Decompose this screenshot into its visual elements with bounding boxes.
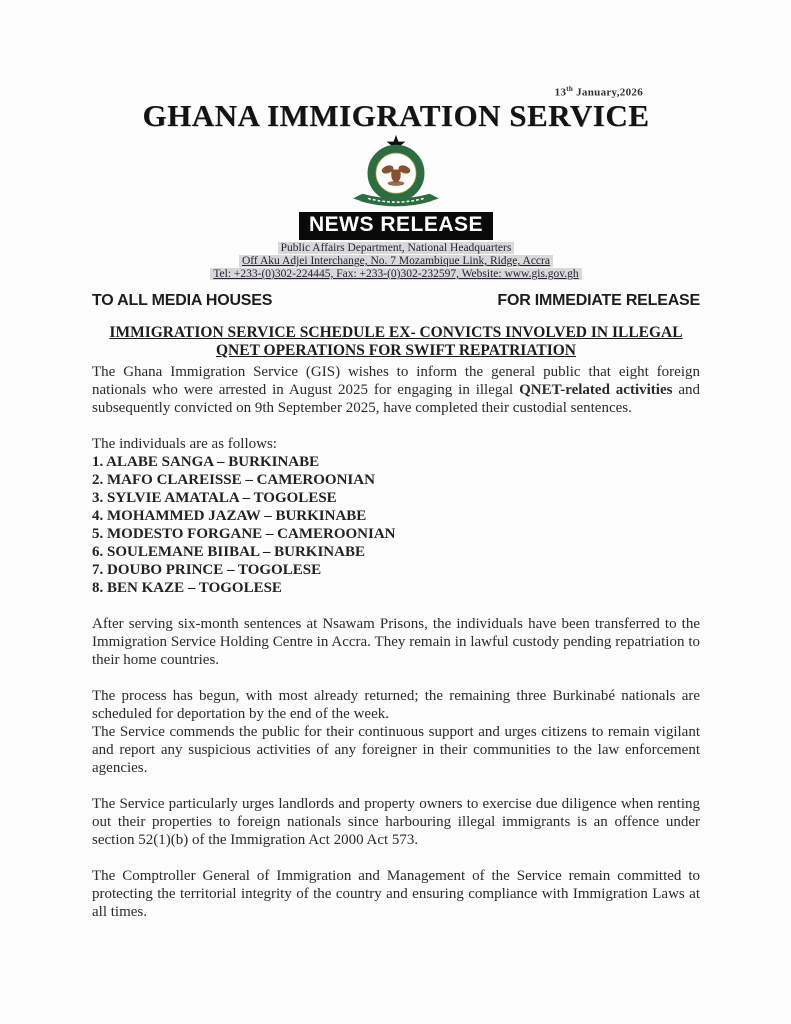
list-intro: The individuals are as follows: — [92, 436, 277, 453]
gis-crest-icon — [340, 134, 452, 218]
paragraph-process: The process has begun, with most already returned; the remaining three Burkinabé nationals are scheduled for deportation by the end of the week. — [92, 688, 700, 723]
crest-container — [92, 134, 700, 218]
to-media-houses-label: TO ALL MEDIA HOUSES — [92, 291, 273, 309]
list-item: 2. MAFO CLAREISSE – CAMEROONIAN — [92, 472, 375, 489]
paragraph-commend: The Service commends the public for their continuous support and urges citizens to remain vigilant and report any suspicious activities of any foreigner in their communities to the law enforcement agencies. — [92, 724, 700, 777]
paragraph-landlords: The Service particularly urges landlords and property owners to exercise due diligence when renting out their properties to foreign nationals since harbouring illegal immigrants is an offence under section 52(1)(b) of the Immigration Act 2000 Act 573. — [92, 796, 700, 849]
paragraph-comptroller: The Comptroller General of Immigration and Management of the Service remain committed to protecting the territorial integrity of the country and ensuring compliance with Immigration Laws at all times. — [92, 868, 700, 921]
list-item: 7. DOUBO PRINCE – TOGOLESE — [92, 562, 322, 579]
page-title: GHANA IMMIGRATION SERVICE — [142, 97, 650, 133]
paragraph-intro: The Ghana Immigration Service (GIS) wishes to inform the general public that eight foreign nationals who were arrested in August 2025 for engaging in illegal QNET-related activities and subsequently convicted on 9th September 2025, have completed their custodial sentences. — [92, 364, 701, 417]
paragraph-transfer: After serving six-month sentences at Nsawam Prisons, the individuals have been transferred to the Immigration Service Holding Centre in Accra. They remain in lawful custody pending repatriation to their home countries. — [92, 616, 700, 669]
release-headline — [92, 324, 700, 361]
list-item: 4. MOHAMMED JAZAW – BURKINABE — [92, 508, 367, 525]
address-block — [92, 242, 700, 281]
headline-line-1: IMMIGRATION SERVICE SCHEDULE EX- CONVICTS INVOLVED IN ILLEGAL — [109, 323, 683, 341]
banner-container — [92, 212, 700, 240]
address-line-3: Tel: +233-(0)302-224445, Fax: +233-(0)302-232597, Website: www.gis.gov.gh — [210, 268, 581, 280]
distribution-row — [92, 292, 700, 310]
list-item: 5. MODESTO FORGANE – CAMEROONIAN — [92, 526, 396, 543]
list-item: 1. ALABE SANGA – BURKINABE — [92, 454, 320, 471]
list-item: 8. BEN KAZE – TOGOLESE — [92, 580, 282, 597]
address-line-1: Public Affairs Department, National Headquarters — [278, 242, 515, 254]
qnet-bold-phrase: QNET-related activities — [519, 382, 673, 399]
immediate-release-label: FOR IMMEDIATE RELEASE — [497, 291, 700, 309]
individuals-list — [92, 435, 700, 597]
list-item: 6. SOULEMANE BIIBAL – BURKINABE — [92, 544, 365, 561]
release-date: 13th January,2026 — [554, 85, 643, 99]
news-release-banner: NEWS RELEASE — [299, 212, 493, 240]
address-line-2: Off Aku Adjei Interchange, No. 7 Mozambique Link, Ridge, Accra — [239, 255, 553, 267]
list-item: 3. SYLVIE AMATALA – TOGOLESE — [92, 490, 337, 507]
headline-line-2: QNET OPERATIONS FOR SWIFT REPATRIATION — [215, 342, 576, 360]
